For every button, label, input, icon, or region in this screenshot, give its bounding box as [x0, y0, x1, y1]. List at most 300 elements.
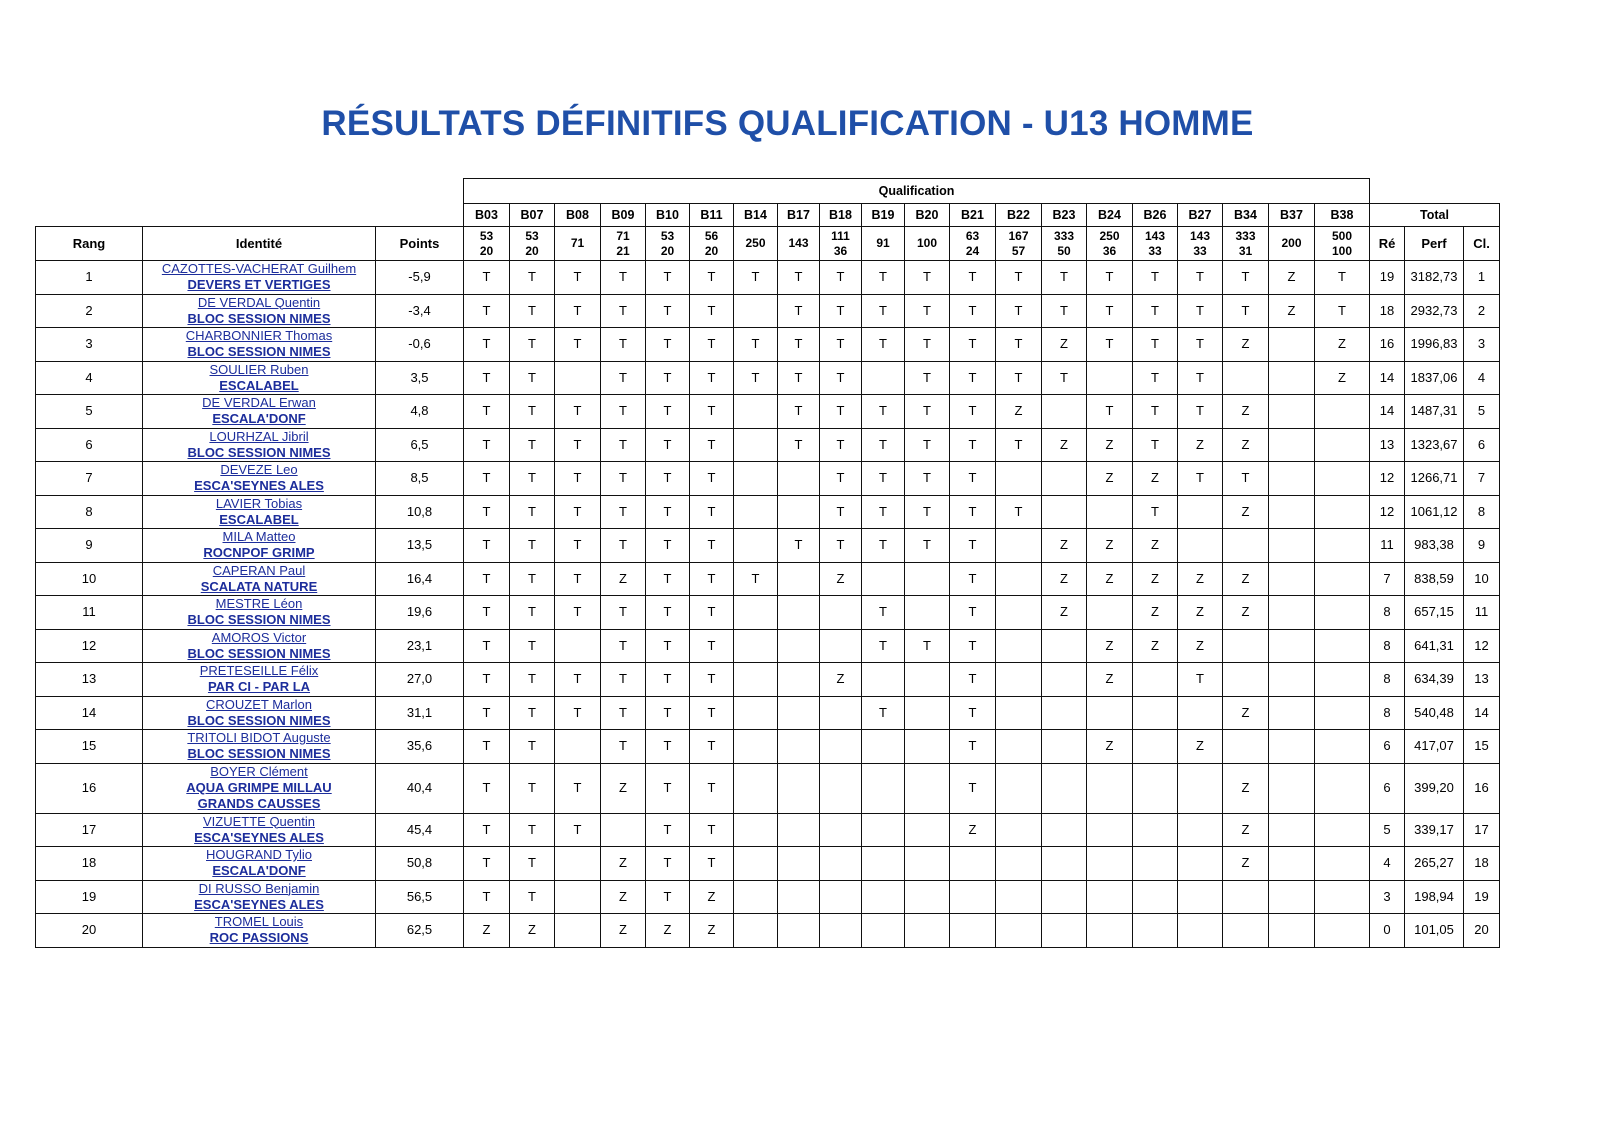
bloc-result-cell: [1042, 462, 1087, 496]
bloc-result-cell: [1087, 880, 1133, 914]
bloc-result-cell: T: [646, 495, 690, 529]
bloc-result-cell: [1042, 763, 1087, 813]
bloc-result-cell: T: [950, 294, 996, 328]
re-cell: 14: [1370, 395, 1405, 429]
identity-cell: [143, 462, 376, 496]
bloc-code-header: B14: [734, 204, 778, 227]
cl-cell: 17: [1464, 813, 1500, 847]
bloc-result-cell: [778, 629, 820, 663]
table-row: [36, 596, 1500, 630]
bloc-points-header: [1133, 227, 1178, 261]
re-cell: 11: [1370, 529, 1405, 563]
cl-cell: 14: [1464, 696, 1500, 730]
athlete-name-link[interactable]: MILA Matteo: [222, 529, 296, 544]
bloc-result-cell: T: [905, 294, 950, 328]
re-cell: 12: [1370, 495, 1405, 529]
bloc-result-cell: [1223, 629, 1269, 663]
bloc-result-cell: [1269, 361, 1315, 395]
club-name-link[interactable]: ESCA'SEYNES ALES: [194, 829, 324, 845]
bloc-result-cell: T: [601, 730, 646, 764]
bloc-result-cell: T: [601, 261, 646, 295]
bloc-result-cell: [1133, 763, 1178, 813]
bloc-result-cell: Z: [1133, 462, 1178, 496]
bloc-result-cell: T: [734, 261, 778, 295]
bloc-result-cell: [1042, 395, 1087, 429]
bloc-result-cell: [996, 730, 1042, 764]
athlete-name-link[interactable]: BOYER Clément: [210, 763, 308, 779]
bloc-result-cell: T: [778, 261, 820, 295]
bloc-result-cell: [996, 914, 1042, 948]
bloc-result-cell: T: [862, 294, 905, 328]
bloc-result-cell: Z: [1087, 428, 1133, 462]
athlete-name-link[interactable]: LAVIER Tobias: [215, 495, 303, 511]
bloc-result-cell: [1042, 914, 1087, 948]
re-header: Ré: [1370, 227, 1405, 261]
bloc-result-cell: [905, 663, 950, 697]
bloc-result-cell: [1315, 763, 1370, 813]
bloc-result-cell: T: [510, 696, 555, 730]
bloc-result-cell: [862, 880, 905, 914]
bloc-result-cell: [862, 562, 905, 596]
bloc-result-cell: [1178, 813, 1223, 847]
bloc-result-cell: Z: [601, 880, 646, 914]
identity-cell: [143, 562, 376, 596]
bloc-result-cell: T: [950, 562, 996, 596]
club-name-link[interactable]: BLOC SESSION NIMES: [187, 444, 331, 460]
club-name-link[interactable]: ESCALABEL: [219, 511, 299, 527]
bloc-result-cell: [950, 914, 996, 948]
perf-cell: 198,94: [1405, 880, 1464, 914]
re-cell: 8: [1370, 629, 1405, 663]
bloc-code-header: B22: [996, 204, 1042, 227]
bloc-result-cell: T: [820, 462, 862, 496]
bloc-code-header: B23: [1042, 204, 1087, 227]
bloc-result-cell: [1269, 696, 1315, 730]
rank-cell: 10: [36, 562, 143, 596]
bloc-result-cell: Z: [1269, 294, 1315, 328]
club-name-link[interactable]: BLOC SESSION NIMES: [187, 746, 331, 761]
athlete-name-link[interactable]: HOUGRAND Tylio: [206, 847, 312, 862]
athlete-name-link[interactable]: AMOROS Victor: [211, 629, 307, 645]
bloc-code-header: B07: [510, 204, 555, 227]
club-name-link[interactable]: BLOC SESSION NIMES: [187, 712, 331, 728]
bloc-result-cell: [996, 596, 1042, 630]
bloc-result-cell: T: [690, 813, 734, 847]
club-name-link[interactable]: PAR CI - PAR LA: [207, 679, 311, 694]
bloc-points-header: [1178, 227, 1223, 261]
bloc-result-cell: [1315, 596, 1370, 630]
rank-cell: 6: [36, 428, 143, 462]
bloc-result-cell: [555, 914, 601, 948]
bloc-result-cell: Z: [1133, 596, 1178, 630]
bloc-result-cell: T: [646, 880, 690, 914]
bloc-result-cell: Z: [601, 914, 646, 948]
bloc-result-cell: T: [646, 596, 690, 630]
bloc-result-cell: [996, 629, 1042, 663]
perf-cell: 2932,73: [1405, 294, 1464, 328]
identity-cell: [143, 495, 376, 529]
club-name-link[interactable]: SCALATA NATURE: [200, 578, 318, 594]
bloc-points-header: [862, 227, 905, 261]
bloc-result-cell: [905, 730, 950, 764]
bloc-result-cell: T: [555, 596, 601, 630]
bloc-result-cell: Z: [1087, 629, 1133, 663]
bloc-result-cell: T: [646, 562, 690, 596]
table-row: [36, 562, 1500, 596]
bloc-result-cell: T: [905, 495, 950, 529]
bloc-result-cell: [950, 847, 996, 881]
bloc-points-header: [464, 227, 510, 261]
bloc-result-cell: T: [601, 696, 646, 730]
bloc-result-cell: [905, 880, 950, 914]
bloc-result-cell: T: [778, 529, 820, 563]
bloc-result-cell: T: [646, 294, 690, 328]
bloc-result-cell: Z: [690, 914, 734, 948]
bloc-result-cell: T: [464, 596, 510, 630]
cl-cell: 2: [1464, 294, 1500, 328]
bloc-result-cell: T: [601, 294, 646, 328]
bloc-result-cell: [862, 763, 905, 813]
bloc-result-cell: [1042, 847, 1087, 881]
points-cell: 40,4: [376, 763, 464, 813]
bloc-result-cell: T: [464, 328, 510, 362]
table-row: [36, 763, 1500, 813]
athlete-name-link[interactable]: TRITOLI BIDOT Auguste: [187, 730, 331, 745]
bloc-result-cell: Z: [1042, 529, 1087, 563]
club-name-link[interactable]: ESCA'SEYNES ALES: [194, 896, 324, 912]
bloc-result-cell: T: [646, 629, 690, 663]
bloc-result-cell: T: [950, 395, 996, 429]
bloc-result-cell: Z: [1178, 596, 1223, 630]
bloc-result-cell: [555, 847, 601, 881]
bloc-result-cell: [734, 813, 778, 847]
bloc-code-header: B34: [1223, 204, 1269, 227]
bloc-code-header: B20: [905, 204, 950, 227]
bloc-result-cell: [1269, 847, 1315, 881]
identity-cell: [143, 730, 376, 764]
bloc-result-cell: Z: [996, 395, 1042, 429]
club-name-link[interactable]: ESCALA'DONF: [212, 411, 306, 426]
club-name-link[interactable]: AQUA GRIMPE MILLAU: [186, 779, 332, 795]
athlete-name-link[interactable]: SOULIER Ruben: [209, 361, 309, 377]
bloc-result-cell: T: [1087, 328, 1133, 362]
bloc-result-cell: Z: [646, 914, 690, 948]
bloc-result-cell: T: [905, 529, 950, 563]
athlete-name-link[interactable]: CAZOTTES-VACHERAT Guilhem: [161, 261, 357, 276]
bloc-result-cell: [1087, 763, 1133, 813]
bloc-result-cell: T: [820, 294, 862, 328]
cl-header: Cl.: [1464, 227, 1500, 261]
bloc-result-cell: T: [862, 462, 905, 496]
bloc-points-top: 100: [916, 236, 938, 250]
bloc-result-cell: T: [950, 696, 996, 730]
bloc-result-cell: T: [601, 328, 646, 362]
bloc-result-cell: Z: [464, 914, 510, 948]
bloc-result-cell: T: [862, 395, 905, 429]
results-table: [35, 178, 1500, 948]
bloc-result-cell: T: [1178, 395, 1223, 429]
bloc-result-cell: T: [950, 663, 996, 697]
bloc-result-cell: T: [820, 529, 862, 563]
bloc-result-cell: [734, 629, 778, 663]
bloc-points-header: [601, 227, 646, 261]
bloc-result-cell: Z: [1315, 361, 1370, 395]
bloc-result-cell: [555, 730, 601, 764]
athlete-name-link[interactable]: DE VERDAL Quentin: [197, 294, 321, 310]
bloc-result-cell: [778, 813, 820, 847]
athlete-name-link[interactable]: CHARBONNIER Thomas: [185, 328, 333, 343]
bloc-result-cell: [996, 847, 1042, 881]
bloc-points-bottom: 33: [1193, 243, 1207, 258]
bloc-code-header: B08: [555, 204, 601, 227]
bloc-result-cell: [1087, 847, 1133, 881]
bloc-points-top: 333: [1053, 228, 1075, 243]
bloc-points-top: 250: [1099, 228, 1120, 243]
cl-cell: 9: [1464, 529, 1500, 563]
bloc-result-cell: [1223, 880, 1269, 914]
re-cell: 8: [1370, 663, 1405, 697]
points-cell: 8,5: [376, 462, 464, 496]
bloc-result-cell: T: [1133, 428, 1178, 462]
club-name-link[interactable]: GRANDS CAUSSES: [197, 796, 321, 811]
cl-cell: 18: [1464, 847, 1500, 881]
club-name-link[interactable]: ESCA'SEYNES ALES: [194, 478, 324, 493]
athlete-name-link[interactable]: PRETESEILLE Félix: [199, 663, 319, 678]
bloc-points-top: 143: [788, 236, 809, 250]
perf-cell: 1061,12: [1405, 495, 1464, 529]
bloc-result-cell: [862, 813, 905, 847]
bloc-result-cell: T: [1178, 663, 1223, 697]
bloc-result-cell: T: [820, 328, 862, 362]
bloc-result-cell: T: [510, 328, 555, 362]
cl-cell: 10: [1464, 562, 1500, 596]
club-name-link[interactable]: BLOC SESSION NIMES: [187, 645, 331, 661]
bloc-result-cell: T: [555, 462, 601, 496]
rank-cell: 14: [36, 696, 143, 730]
bloc-result-cell: T: [555, 328, 601, 362]
bloc-result-cell: Z: [1223, 813, 1269, 847]
bloc-result-cell: T: [555, 813, 601, 847]
perf-cell: 3182,73: [1405, 261, 1464, 295]
club-name-link[interactable]: BLOC SESSION NIMES: [187, 310, 331, 326]
bloc-result-cell: T: [950, 328, 996, 362]
bloc-result-cell: T: [1042, 294, 1087, 328]
athlete-name-link[interactable]: LOURHZAL Jibril: [209, 428, 309, 444]
bloc-result-cell: [1269, 462, 1315, 496]
bloc-result-cell: T: [862, 596, 905, 630]
bloc-result-cell: [950, 880, 996, 914]
rank-cell: 20: [36, 914, 143, 948]
club-name-link[interactable]: BLOC SESSION NIMES: [187, 612, 331, 627]
bloc-result-cell: T: [601, 361, 646, 395]
bloc-result-cell: [1087, 596, 1133, 630]
bloc-result-cell: [905, 596, 950, 630]
re-cell: 4: [1370, 847, 1405, 881]
bloc-result-cell: T: [646, 696, 690, 730]
bloc-result-cell: [734, 763, 778, 813]
bloc-result-cell: [778, 914, 820, 948]
bloc-result-cell: T: [555, 663, 601, 697]
bloc-result-cell: T: [601, 495, 646, 529]
cl-cell: 7: [1464, 462, 1500, 496]
bloc-result-cell: [820, 813, 862, 847]
bloc-result-cell: T: [996, 495, 1042, 529]
points-cell: 45,4: [376, 813, 464, 847]
bloc-result-cell: [996, 562, 1042, 596]
bloc-result-cell: T: [1087, 261, 1133, 295]
athlete-name-link[interactable]: VIZUETTE Quentin: [203, 813, 315, 829]
points-cell: 16,4: [376, 562, 464, 596]
bloc-result-cell: T: [996, 261, 1042, 295]
bloc-result-cell: T: [510, 880, 555, 914]
rank-cell: 17: [36, 813, 143, 847]
bloc-result-cell: T: [1223, 294, 1269, 328]
bloc-result-cell: T: [1223, 462, 1269, 496]
bloc-result-cell: T: [1133, 261, 1178, 295]
bloc-result-cell: [1269, 663, 1315, 697]
athlete-name-link[interactable]: DE VERDAL Erwan: [202, 395, 316, 410]
points-cell: 3,5: [376, 361, 464, 395]
perf-cell: 540,48: [1405, 696, 1464, 730]
cl-cell: 11: [1464, 596, 1500, 630]
identity-cell: [143, 395, 376, 429]
bloc-result-cell: Z: [1087, 529, 1133, 563]
athlete-name-link[interactable]: CAPERAN Paul: [212, 562, 306, 578]
bloc-result-cell: [1269, 428, 1315, 462]
bloc-points-top: 250: [745, 236, 766, 250]
bloc-points-top: 56: [704, 228, 719, 243]
club-name-link[interactable]: ESCALA'DONF: [212, 863, 306, 878]
bloc-result-cell: [905, 562, 950, 596]
bloc-result-cell: [1178, 495, 1223, 529]
bloc-result-cell: Z: [820, 663, 862, 697]
bloc-code-header: B38: [1315, 204, 1370, 227]
athlete-name-link[interactable]: CROUZET Marlon: [206, 696, 312, 712]
bloc-result-cell: T: [464, 462, 510, 496]
bloc-result-cell: T: [820, 495, 862, 529]
header-row-qualification: [36, 179, 1500, 204]
re-cell: 14: [1370, 361, 1405, 395]
points-cell: 10,8: [376, 495, 464, 529]
athlete-name-link[interactable]: TROMEL Louis: [214, 914, 304, 929]
bloc-result-cell: [996, 763, 1042, 813]
bloc-result-cell: T: [862, 495, 905, 529]
bloc-result-cell: Z: [601, 847, 646, 881]
re-cell: 6: [1370, 763, 1405, 813]
club-name-link[interactable]: ROC PASSIONS: [209, 930, 309, 945]
bloc-result-cell: T: [601, 428, 646, 462]
bloc-result-cell: Z: [601, 763, 646, 813]
re-cell: 6: [1370, 730, 1405, 764]
table-row: [36, 847, 1500, 881]
bloc-result-cell: [778, 462, 820, 496]
bloc-points-top: 167: [1008, 228, 1029, 243]
bloc-result-cell: [1269, 562, 1315, 596]
identity-cell: [143, 813, 376, 847]
bloc-result-cell: T: [601, 629, 646, 663]
bloc-result-cell: T: [1087, 395, 1133, 429]
bloc-result-cell: T: [996, 361, 1042, 395]
bloc-result-cell: T: [510, 847, 555, 881]
bloc-result-cell: T: [996, 294, 1042, 328]
points-header: Points: [376, 227, 464, 261]
identity-header: Identité: [143, 227, 376, 261]
bloc-result-cell: [1042, 813, 1087, 847]
bloc-result-cell: T: [646, 663, 690, 697]
bloc-result-cell: T: [646, 361, 690, 395]
bloc-result-cell: T: [905, 361, 950, 395]
bloc-result-cell: [996, 696, 1042, 730]
bloc-result-cell: [820, 696, 862, 730]
bloc-result-cell: T: [950, 596, 996, 630]
bloc-result-cell: T: [510, 395, 555, 429]
bloc-result-cell: [778, 663, 820, 697]
bloc-result-cell: [1087, 696, 1133, 730]
bloc-result-cell: T: [1315, 261, 1370, 295]
bloc-result-cell: [1133, 847, 1178, 881]
identity-cell: [143, 696, 376, 730]
bloc-points-top: 143: [1144, 228, 1166, 243]
bloc-result-cell: T: [734, 361, 778, 395]
bloc-points-header: [1269, 227, 1315, 261]
bloc-result-cell: T: [464, 261, 510, 295]
club-name-link[interactable]: DEVERS ET VERTIGES: [187, 277, 331, 292]
bloc-result-cell: T: [1315, 294, 1370, 328]
athlete-name-link[interactable]: MESTRE Léon: [215, 596, 303, 611]
points-cell: 13,5: [376, 529, 464, 563]
bloc-points-bottom: 20: [660, 243, 675, 258]
bloc-result-cell: Z: [1223, 596, 1269, 630]
re-cell: 5: [1370, 813, 1405, 847]
bloc-result-cell: T: [464, 663, 510, 697]
bloc-result-cell: T: [950, 428, 996, 462]
bloc-result-cell: T: [1178, 462, 1223, 496]
bloc-result-cell: T: [555, 495, 601, 529]
bloc-result-cell: T: [464, 847, 510, 881]
bloc-result-cell: [905, 914, 950, 948]
athlete-name-link[interactable]: DEVEZE Leo: [220, 462, 298, 477]
table-row: [36, 428, 1500, 462]
rank-cell: 4: [36, 361, 143, 395]
bloc-result-cell: [862, 847, 905, 881]
club-name-link[interactable]: BLOC SESSION NIMES: [187, 344, 331, 359]
bloc-result-cell: T: [1178, 294, 1223, 328]
bloc-result-cell: T: [905, 261, 950, 295]
bloc-points-top: 500: [1331, 228, 1353, 243]
qualification-header: Qualification: [464, 179, 1370, 204]
bloc-result-cell: Z: [1133, 629, 1178, 663]
bloc-points-bottom: 33: [1148, 243, 1162, 258]
identity-cell: [143, 596, 376, 630]
bloc-result-cell: [996, 880, 1042, 914]
club-name-link[interactable]: ESCALABEL: [219, 377, 299, 393]
bloc-result-cell: [862, 663, 905, 697]
bloc-code-header: B10: [646, 204, 690, 227]
bloc-result-cell: T: [464, 361, 510, 395]
club-name-link[interactable]: ROCNPOF GRIMP: [203, 545, 315, 560]
bloc-result-cell: T: [510, 261, 555, 295]
bloc-result-cell: T: [1133, 495, 1178, 529]
header-spacer: [36, 179, 464, 204]
cl-cell: 20: [1464, 914, 1500, 948]
table-row: [36, 328, 1500, 362]
bloc-result-cell: [1223, 730, 1269, 764]
identity-cell: [143, 328, 376, 362]
athlete-name-link[interactable]: DI RUSSO Benjamin: [198, 880, 320, 896]
bloc-code-header: B18: [820, 204, 862, 227]
bloc-result-cell: T: [555, 529, 601, 563]
bloc-result-cell: T: [555, 763, 601, 813]
